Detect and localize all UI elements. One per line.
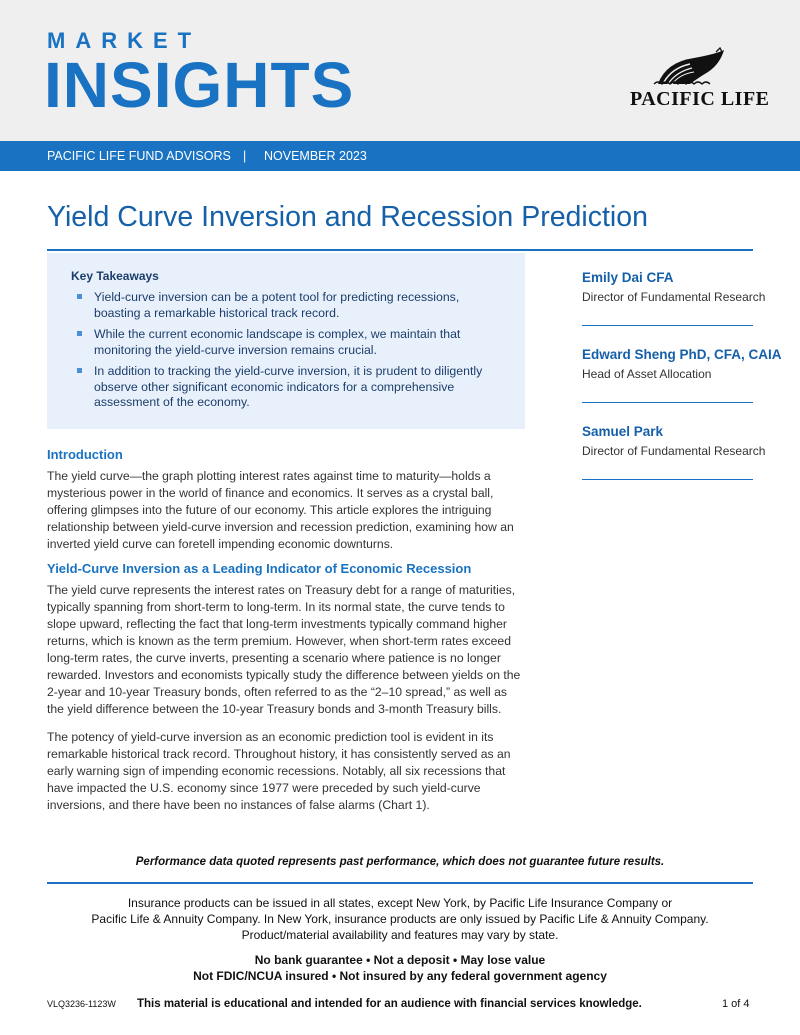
insurance-line: Pacific Life & Annuity Company. In New York, insurance products are only issued by Pacific Life & Annuity Company. <box>91 912 709 926</box>
key-takeaways-heading: Key Takeaways <box>71 269 159 283</box>
introduction-paragraph: The yield curve—the graph plotting interest rates against time to maturity—holds a mysterious power in the world of finance and economics. It serves as a crystal ball, offering glimpses into the future of our economy. This article explores the intriguing relationship between yield-curve inversion and recession prediction, examining how an inverted yield curve can foretell impending economic downturns. <box>47 469 514 551</box>
list-item: Yield-curve inversion can be a potent tool for predicting recessions, boasting a remarkable historical track record. <box>77 290 497 321</box>
pacific-life-wordmark: PACIFIC LIFE <box>630 88 770 110</box>
document-code: VLQ3236-1123W <box>47 999 116 1009</box>
band-separator: | <box>243 149 247 163</box>
author-role: Director of Fundamental Research <box>582 444 766 458</box>
square-bullet-icon <box>77 294 82 299</box>
author-edward-sheng <box>582 347 782 381</box>
square-bullet-icon <box>77 368 82 373</box>
key-takeaways-list <box>77 290 497 417</box>
key-takeaways-box <box>47 253 525 429</box>
no-bank-guarantee-notice <box>0 952 800 984</box>
author-divider <box>582 479 753 480</box>
author-divider <box>582 325 753 326</box>
historical-record-paragraph: The potency of yield-curve inversion as an economic prediction tool is evident in its remarkable historical track record. Throughout history, it has consistently served as an early warning sign of impending economic recessions. Notably, all six recessions that have impacted the U.S. economy since 1977 were preceded by such yield-curve inversions, and there have been no instances of false alarms (Chart 1). <box>47 730 511 812</box>
list-item: In addition to tracking the yield-curve inversion, it is prudent to diligently observe other significant economic indicators for a comprehensive assessment of the economy. <box>77 364 497 411</box>
author-name: Emily Dai CFA <box>582 270 674 285</box>
insurance-line: Insurance products can be issued in all states, except New York, by Pacific Life Insurance Company or <box>127 896 673 910</box>
yield-curve-paragraph: The yield curve represents the interest rates on Treasury debt for a range of maturities, typically spanning from short-term to long-term. In its normal state, the curve tends to slope upward, reflecting the fact that long-term investments typically command higher returns, which is known as the term premium. However, when short-term rates exceed long-term rates, the curve inverts, presenting a scenario where patience is no longer rewarded. Investors and economists typically study the difference between yields on the 2-year and 10-year Treasury bonds, often referred to as the “2–10 spread,” as well as the yield difference between the 10-year Treasury bonds and 3-month Treasury bills. <box>47 583 521 716</box>
band-organization: PACIFIC LIFE FUND ADVISORS <box>47 149 231 163</box>
list-item: While the current economic landscape is complex, we maintain that monitoring the yield-curve inversion remains crucial. <box>77 327 497 358</box>
author-role: Director of Fundamental Research <box>582 290 766 304</box>
publication-band <box>0 141 800 171</box>
insurance-notice <box>0 895 800 943</box>
author-divider <box>582 402 753 403</box>
audience-notice: This material is educational and intended for an audience with financial services knowledge. <box>137 998 642 1010</box>
footer-divider <box>47 882 753 884</box>
introduction-heading: Introduction <box>47 447 123 462</box>
insurance-line: Product/material availability and features may vary by state. <box>241 928 559 942</box>
author-role: Head of Asset Allocation <box>582 367 712 381</box>
square-bullet-icon <box>77 331 82 336</box>
brand-insights: INSIGHTS <box>44 49 355 121</box>
article-title: Yield Curve Inversion and Recession Prediction <box>47 201 648 233</box>
author-samuel-park <box>582 424 765 458</box>
title-divider <box>47 249 753 251</box>
nobank-line: Not FDIC/NCUA insured • Not insured by any federal government agency <box>193 969 607 983</box>
page-number: 1 of 4 <box>722 998 750 1010</box>
masthead <box>0 0 800 141</box>
author-name: Samuel Park <box>582 424 664 439</box>
band-date: NOVEMBER 2023 <box>264 149 367 163</box>
nobank-line: No bank guarantee • Not a deposit • May lose value <box>254 953 546 967</box>
author-name: Edward Sheng PhD, CFA, CAIA <box>582 347 782 362</box>
brand-market: MARKET <box>47 28 202 53</box>
performance-disclaimer: Performance data quoted represents past performance, which does not guarantee future results. <box>135 856 665 868</box>
author-emily-dai <box>582 270 765 304</box>
leading-indicator-heading: Yield-Curve Inversion as a Leading Indicator of Economic Recession <box>47 561 472 576</box>
